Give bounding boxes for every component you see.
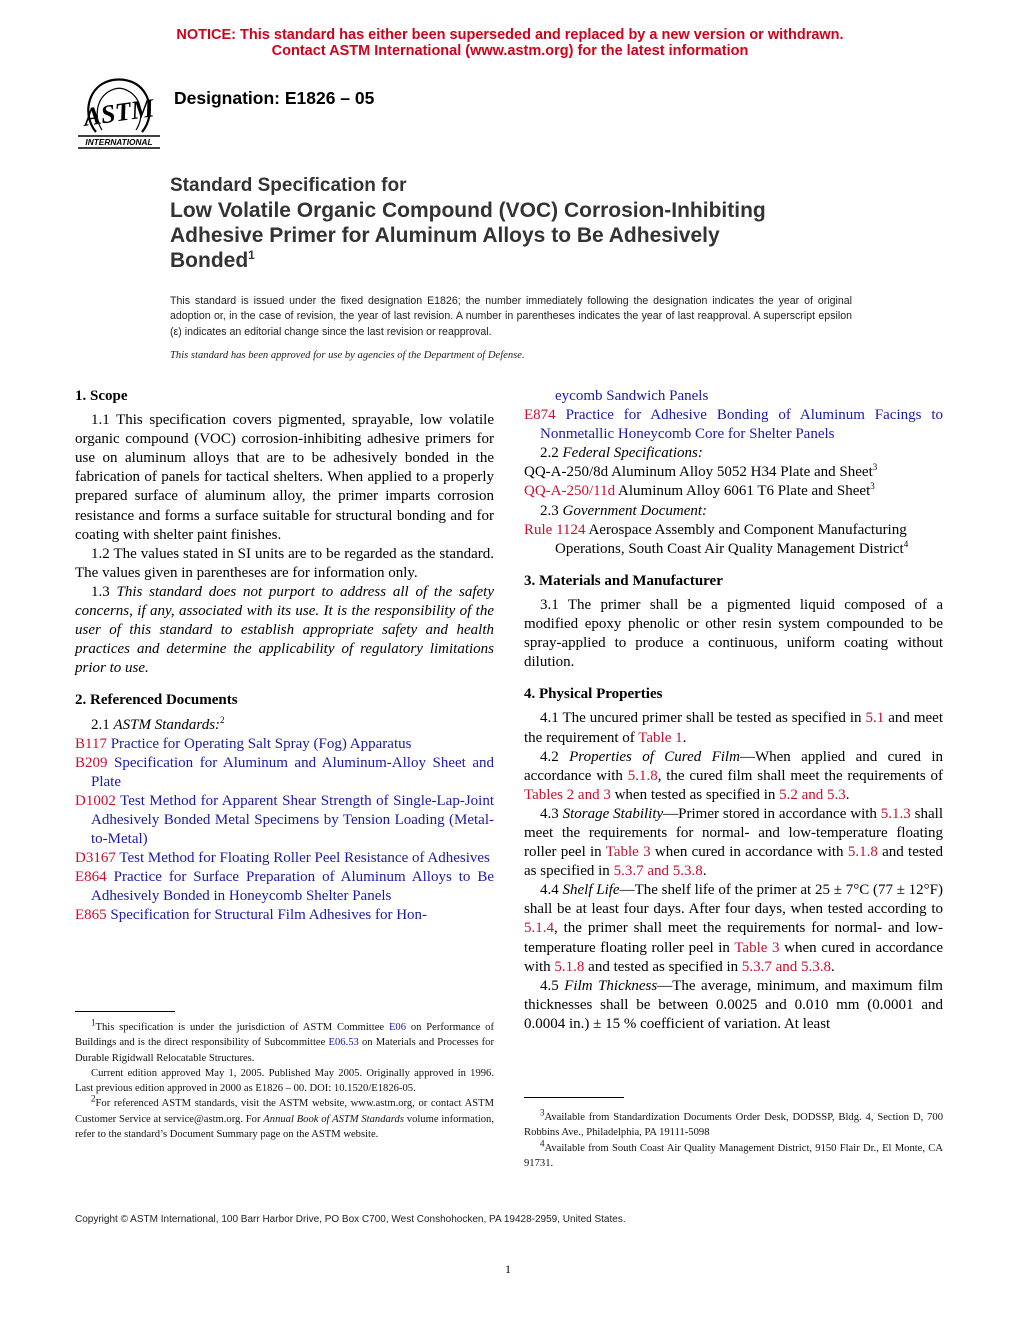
para-1-3: 1.3 This standard does not purport to address all of the safety concerns, if any, associated with its use. It is the responsibility of the user of this standard to establish appropriate safety and health practices and determine the applicability of regulatory limitations prior to use. — [75, 583, 495, 677]
para-2-1: 2.1 ASTM Standards:$^2$ — [91, 714, 225, 733]
ref-d1002[interactable]: D1002 Test Method for Apparent Shear Strength of Single-Lap-Joint Adhesively Bonded Metal Specimens by Tension Loading (Metal-to-Metal) — [75, 792, 494, 848]
footnote-4: $^4$Available from South Coast Air Quality Management District, 9150 Flair Dr., El Monte, CA 91731. — [524, 1138, 943, 1169]
footnote-1-approval: Current edition approved May 1, 2005. Published May 2005. Originally approved in 1996. Last previous edition approved in 2000 as E1826 – 00. DOI: 10.1520/E1826-05. — [75, 1067, 494, 1095]
para-1-2: 1.2 The values stated in SI units are to be regarded as the standard. The values given in parentheses are for information only. — [75, 545, 494, 581]
section-4-heading: 4. Physical Properties — [524, 686, 663, 703]
para-4-1: 4.1 The uncured primer shall be tested as specified in 5.1 and meet the requirement of Table 1. — [524, 710, 944, 746]
ref-e874[interactable]: E874 Practice for Adhesive Bonding of Aluminum Facings to Nonmetallic Honeycomb Core for Shelter Panels — [524, 407, 944, 443]
para-3-1: 3.1 The primer shall be a pigmented liquid composed of a modified epoxy phenolic or other resin system compounded to be spray-applied to produce a continuous, uniform coating without dilution. — [524, 596, 943, 671]
section-2-heading: 2. Referenced Documents — [75, 692, 238, 709]
footnote-3: $^3$Available from Standardization Documents Order Desk, DODSSP, Bldg. 4, Section D, 700 Robbins Ave., Philadelphia, PA 19111-5098 — [524, 1107, 943, 1139]
footnotes-right — [524, 1107, 943, 1171]
notice-line-2: Contact ASTM International (www.astm.org) for the latest information — [271, 43, 749, 59]
fed-spec-2[interactable]: QQ-A-250/11d Aluminum Alloy 6061 T6 Plate and Sheet$^3$ — [524, 481, 875, 500]
ref-e864[interactable]: E864 Practice for Surface Preparation of Aluminum Alloys to Be Adhesively Bonded in Honeycomb Shelter Panels — [75, 869, 494, 905]
ref-b209[interactable]: B209 Specification for Aluminum and Aluminum-Alloy Sheet and Plate — [75, 754, 495, 790]
ref-e865[interactable]: E865 Specification for Structural Film Adhesives for Hon- — [75, 907, 428, 924]
right-column — [524, 387, 943, 1034]
astm-logo — [76, 74, 162, 152]
para-1-1: 1.1 This specification covers pigmented, sprayable, low volatile organic compound (VOC) corrosion-inhibiting adhesive primers for use on aluminum alloys that are to be adhesively bonded in the fabrication of panels for tactical shelters. When applied to a properly prepared surface of aluminum alloy, the primer imparts corrosion resistance and forms a surface suitable for structural bonding and for coating with shelter paint finishes. — [75, 412, 494, 543]
section-1-heading: 1. Scope — [75, 388, 128, 404]
para-2-3: 2.3 Government Document: — [540, 502, 708, 519]
para-4-2: 4.2 Properties of Cured Film—When applied and cured in accordance with 5.1.8, the cured film shall meet the requirements of Tables 2 and 3 when tested as specified in 5.2 and 5.3. — [524, 748, 944, 803]
title-line-3: Adhesive Primer for Aluminum Alloys to Be Adhesively — [170, 224, 720, 247]
page-number: 1 — [505, 1262, 511, 1276]
withdrawal-notice — [0, 27, 1020, 59]
issue-note: This standard is issued under the fixed designation E1826; the number immediately following the designation indicates the year of original adoption or, in the case of revision, the year of last revision. A number in parentheses indicates the year of last reapproval. A superscript epsilon (ε) indicates an editorial change since the last revision or reapproval. — [170, 295, 852, 338]
document-title — [170, 174, 890, 273]
notice-line-1: NOTICE: This standard has either been superseded and replaced by a new version or withdrawn. — [176, 27, 844, 43]
title-line-2: Low Volatile Organic Compound (VOC) Corrosion-Inhibiting — [170, 199, 766, 222]
para-2-2: 2.2 Federal Specifications: — [540, 445, 703, 462]
para-4-5: 4.5 Film Thickness—The average, minimum, and maximum film thicknesses shall be between 0.0025 and 0.010 mm (0.0001 and 0.0004 in.) ± 15 % coefficient of variation. At least — [524, 977, 943, 1032]
dod-approval-note: This standard has been approved for use by agencies of the Department of Defense. — [170, 350, 525, 361]
footnotes-left — [75, 1017, 495, 1142]
designation: Designation: E1826 – 05 — [174, 88, 375, 108]
ref-d3167[interactable]: D3167 Test Method for Floating Roller Peel Resistance of Adhesives — [75, 850, 490, 867]
footnote-rule-left — [75, 1011, 175, 1012]
title-footnote-ref[interactable]: 1 — [248, 248, 255, 262]
fed-spec-1: QQ-A-250/8d Aluminum Alloy 5052 H34 Plate and Sheet$^3$ — [524, 462, 878, 481]
section-3-heading: 3. Materials and Manufacturer — [524, 572, 723, 589]
para-4-3: 4.3 Storage Stability—Primer stored in accordance with 5.1.3 shall meet the requirements for normal- and low-temperature floating roller peel in Table 3 when cured in accordance with 5.1.8 and tested as specified in 5.3.7 and 5.3.8. — [524, 805, 944, 880]
footnote-1: $^1$This specification is under the jurisdiction of ASTM Committee E06 on Performance of Buildings and is the direct responsibility of Subcommittee E06.53 on Materials and Processes for Durable Rigidwall Relocatable Structures. — [75, 1017, 495, 1064]
footnote-2: $^2$For referenced ASTM standards, visit the ASTM website, www.astm.org, or contact ASTM Customer Service at service@astm.org. For Annual Book of ASTM Standards volume information, refer to the standard’s Document Summary page on the ASTM website. — [75, 1093, 495, 1141]
ref-b117[interactable]: B117 Practice for Operating Salt Spray (Fog) Apparatus — [75, 735, 412, 752]
copyright: Copyright © ASTM International, 100 Barr Harbor Drive, PO Box C700, West Conshohocken, PA 19428-2959, United States. — [75, 1214, 626, 1225]
title-line-1: Standard Specification for — [170, 175, 407, 196]
svg-text:ASTM: ASTM — [81, 93, 156, 132]
para-4-4: 4.4 Shelf Life—The shelf life of the primer at 25 ± 7°C (77 ± 12°F) shall be at least four days. After four days, when tested according to 5.1.4, the primer shall meet the requirements for normal- and low-temperature floating roller peel in Table 3 when cured in accordance with 5.1.8 and tested as specified in 5.3.7 and 5.3.8. — [524, 882, 944, 975]
footnote-rule-right — [524, 1097, 624, 1098]
title-main — [170, 198, 890, 273]
logo-subtext: INTERNATIONAL — [85, 137, 153, 147]
left-column — [75, 387, 494, 926]
gov-rule-1124[interactable]: Rule 1124 Aerospace Assembly and Component Manufacturing Operations, South Coast Air Quality Management District$^4$ — [524, 521, 909, 557]
ref-e865-cont[interactable]: eycomb Sandwich Panels — [555, 388, 709, 404]
title-line-4: Bonded — [170, 249, 249, 272]
